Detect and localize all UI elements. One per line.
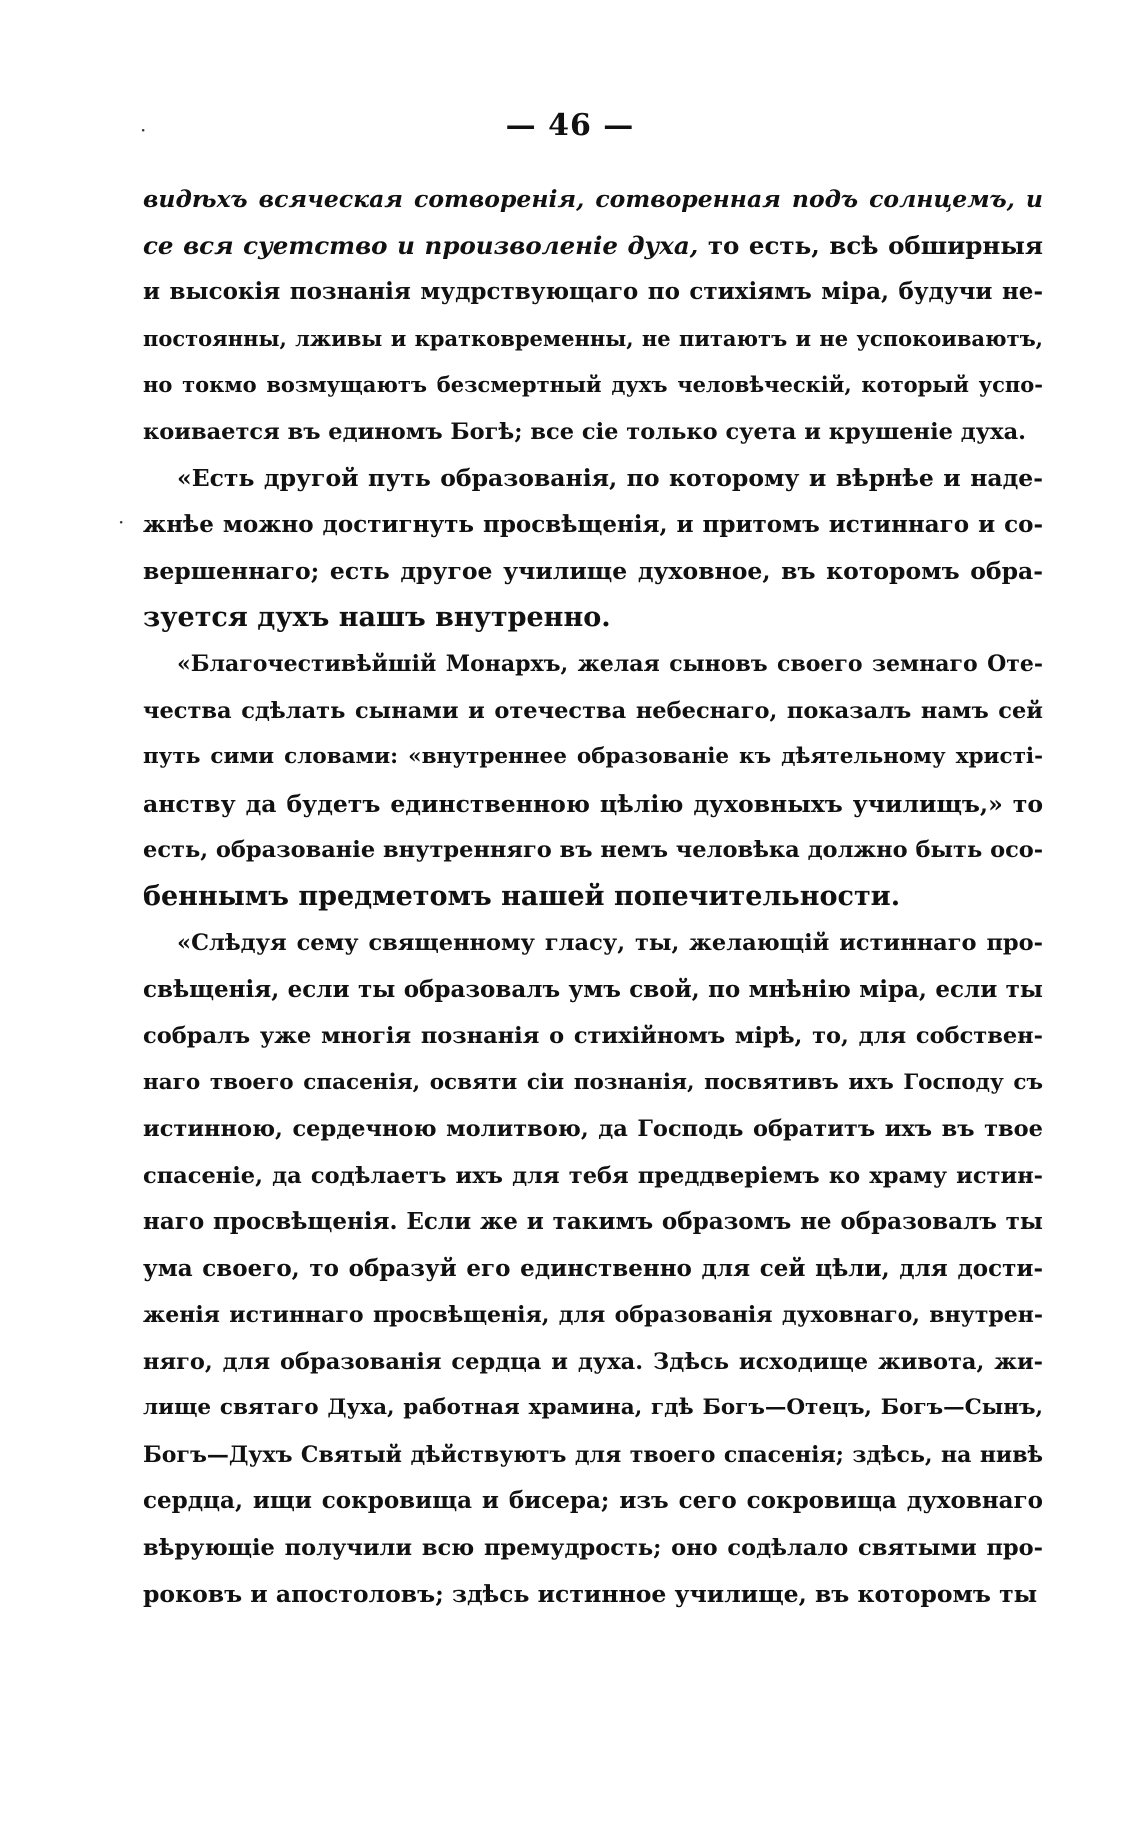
text-line (143, 1246, 1043, 1293)
paragraph (143, 176, 1043, 455)
text-run: истинною, сердечною молитвою, да Господь обратитъ ихъ въ твое (143, 1116, 1043, 1142)
paragraph (143, 641, 1043, 920)
margin-dot-mark: · (118, 510, 125, 534)
text-line (143, 595, 1043, 642)
paragraph (143, 455, 1043, 641)
text-run: постоянны, лживы и кратковременны, не питаютъ и не успокоиваютъ, (143, 325, 1043, 351)
italic-text-run: се вся суетство и произволеніе духа, (143, 230, 699, 260)
text-line (143, 176, 1043, 223)
text-run: спасеніе, да содѣлаетъ ихъ для тебя преддверіемъ ко храму истин- (143, 1162, 1043, 1189)
text-line (143, 920, 1043, 967)
text-line (143, 269, 1043, 316)
text-run: «Благочестивѣйшій Монархъ, желая сыновъ своего земнаго Оте- (177, 651, 1043, 677)
text-run: ума своего, то образуй его единственно для сей цѣли, для дости- (143, 1254, 1043, 1282)
text-run: вѣрующіе получили всю премудрость; оно содѣлало святыми про- (143, 1534, 1043, 1561)
text-run: сердца, ищи сокровища и бисера; изъ сего сокровища духовнаго (143, 1487, 1043, 1514)
text-run: зуется духъ нашъ внутренно. (143, 601, 611, 633)
text-run: наго просвѣщенія. Если же и такимъ образомъ не образовалъ ты (143, 1208, 1043, 1235)
text-line (143, 1013, 1043, 1060)
text-line (143, 827, 1043, 874)
text-run: жнѣе можно достигнуть просвѣщенія, и притомъ истиннаго и со- (143, 510, 1043, 538)
text-run: чества сдѣлать сынами и отечества небеснаго, показалъ намъ сей (143, 697, 1043, 724)
text-run: «Слѣдуя сему священному гласу, ты, желающій истиннаго про- (177, 930, 1043, 956)
text-line (143, 223, 1043, 270)
text-line (143, 641, 1043, 688)
text-line (143, 548, 1043, 595)
text-run: собралъ уже многія познанія о стихійномъ мірѣ, то, для собствен- (143, 1023, 1043, 1049)
text-line (143, 1432, 1043, 1479)
text-run: наго твоего спасенія, освяти сіи познанія, посвятивъ ихъ Господу съ (143, 1069, 1043, 1095)
text-run: и высокія познанія мудрствующаго по стихіямъ міра, будучи не- (143, 278, 1043, 305)
text-line (143, 1060, 1043, 1107)
text-line (143, 1571, 1043, 1618)
text-line (143, 1106, 1043, 1153)
page-number: — 46 — (505, 108, 635, 143)
text-line (143, 362, 1043, 409)
text-run: роковъ и апостоловъ; здѣсь истинное училище, въ которомъ ты (143, 1580, 1038, 1608)
text-line (143, 1292, 1043, 1339)
text-line (143, 1339, 1043, 1386)
text-run: то есть, всѣ обширныя (698, 230, 1043, 260)
text-run: Богъ—Духъ Святый дѣйствуютъ для твоего спасенія; здѣсь, на нивѣ (143, 1441, 1043, 1468)
text-run: свѣщенія, если ты образовалъ умъ свой, по мнѣнію міра, если ты (143, 975, 1043, 1003)
text-run: но токмо возмущаютъ безсмертный духъ человѣческій, который успо- (143, 372, 1043, 397)
text-line (143, 1385, 1043, 1432)
margin-dot-mark: · (140, 118, 147, 142)
text-run: есть, образованіе внутренняго въ немъ человѣка должно быть осо- (143, 837, 1043, 863)
text-line (143, 1199, 1043, 1246)
text-run: путь сими словами: «внутреннее образованіе къ дѣятельному христі- (143, 744, 1043, 769)
text-line (143, 1478, 1043, 1525)
text-line (143, 409, 1043, 456)
body-text (143, 176, 1043, 1618)
text-run: беннымъ предметомъ нашей попечительности. (143, 880, 901, 912)
text-line (143, 1525, 1043, 1572)
text-line (143, 316, 1043, 363)
text-run: анству да будетъ единственною цѣлію духовныхъ училищъ,» то (143, 789, 1043, 818)
text-line (143, 1153, 1043, 1200)
text-line (143, 734, 1043, 781)
text-line (143, 874, 1043, 921)
text-run: коивается въ единомъ Богѣ; все сіе только суета и крушеніе духа. (143, 418, 1027, 445)
paragraph (143, 920, 1043, 1618)
text-run: вершеннаго; есть другое училище духовное, въ которомъ обра- (143, 557, 1043, 585)
text-run: лище святаго Духа, работная храмина, гдѣ Богъ—Отецъ, Богъ—Сынъ, (143, 1395, 1043, 1420)
text-line (143, 967, 1043, 1014)
text-line (143, 502, 1043, 549)
text-line (143, 781, 1043, 828)
text-run: женія истиннаго просвѣщенія, для образованія духовнаго, внутрен- (143, 1302, 1043, 1328)
italic-text-run: видѣхъ всяческая сотворенія, сотворенная подъ солнцемъ, и (143, 185, 1043, 213)
text-line (143, 455, 1043, 502)
text-run: «Есть другой путь образованія, по которому и вѣрнѣе и наде- (177, 464, 1043, 492)
text-line (143, 688, 1043, 735)
text-run: няго, для образованія сердца и духа. Здѣсь исходище живота, жи- (143, 1348, 1043, 1375)
